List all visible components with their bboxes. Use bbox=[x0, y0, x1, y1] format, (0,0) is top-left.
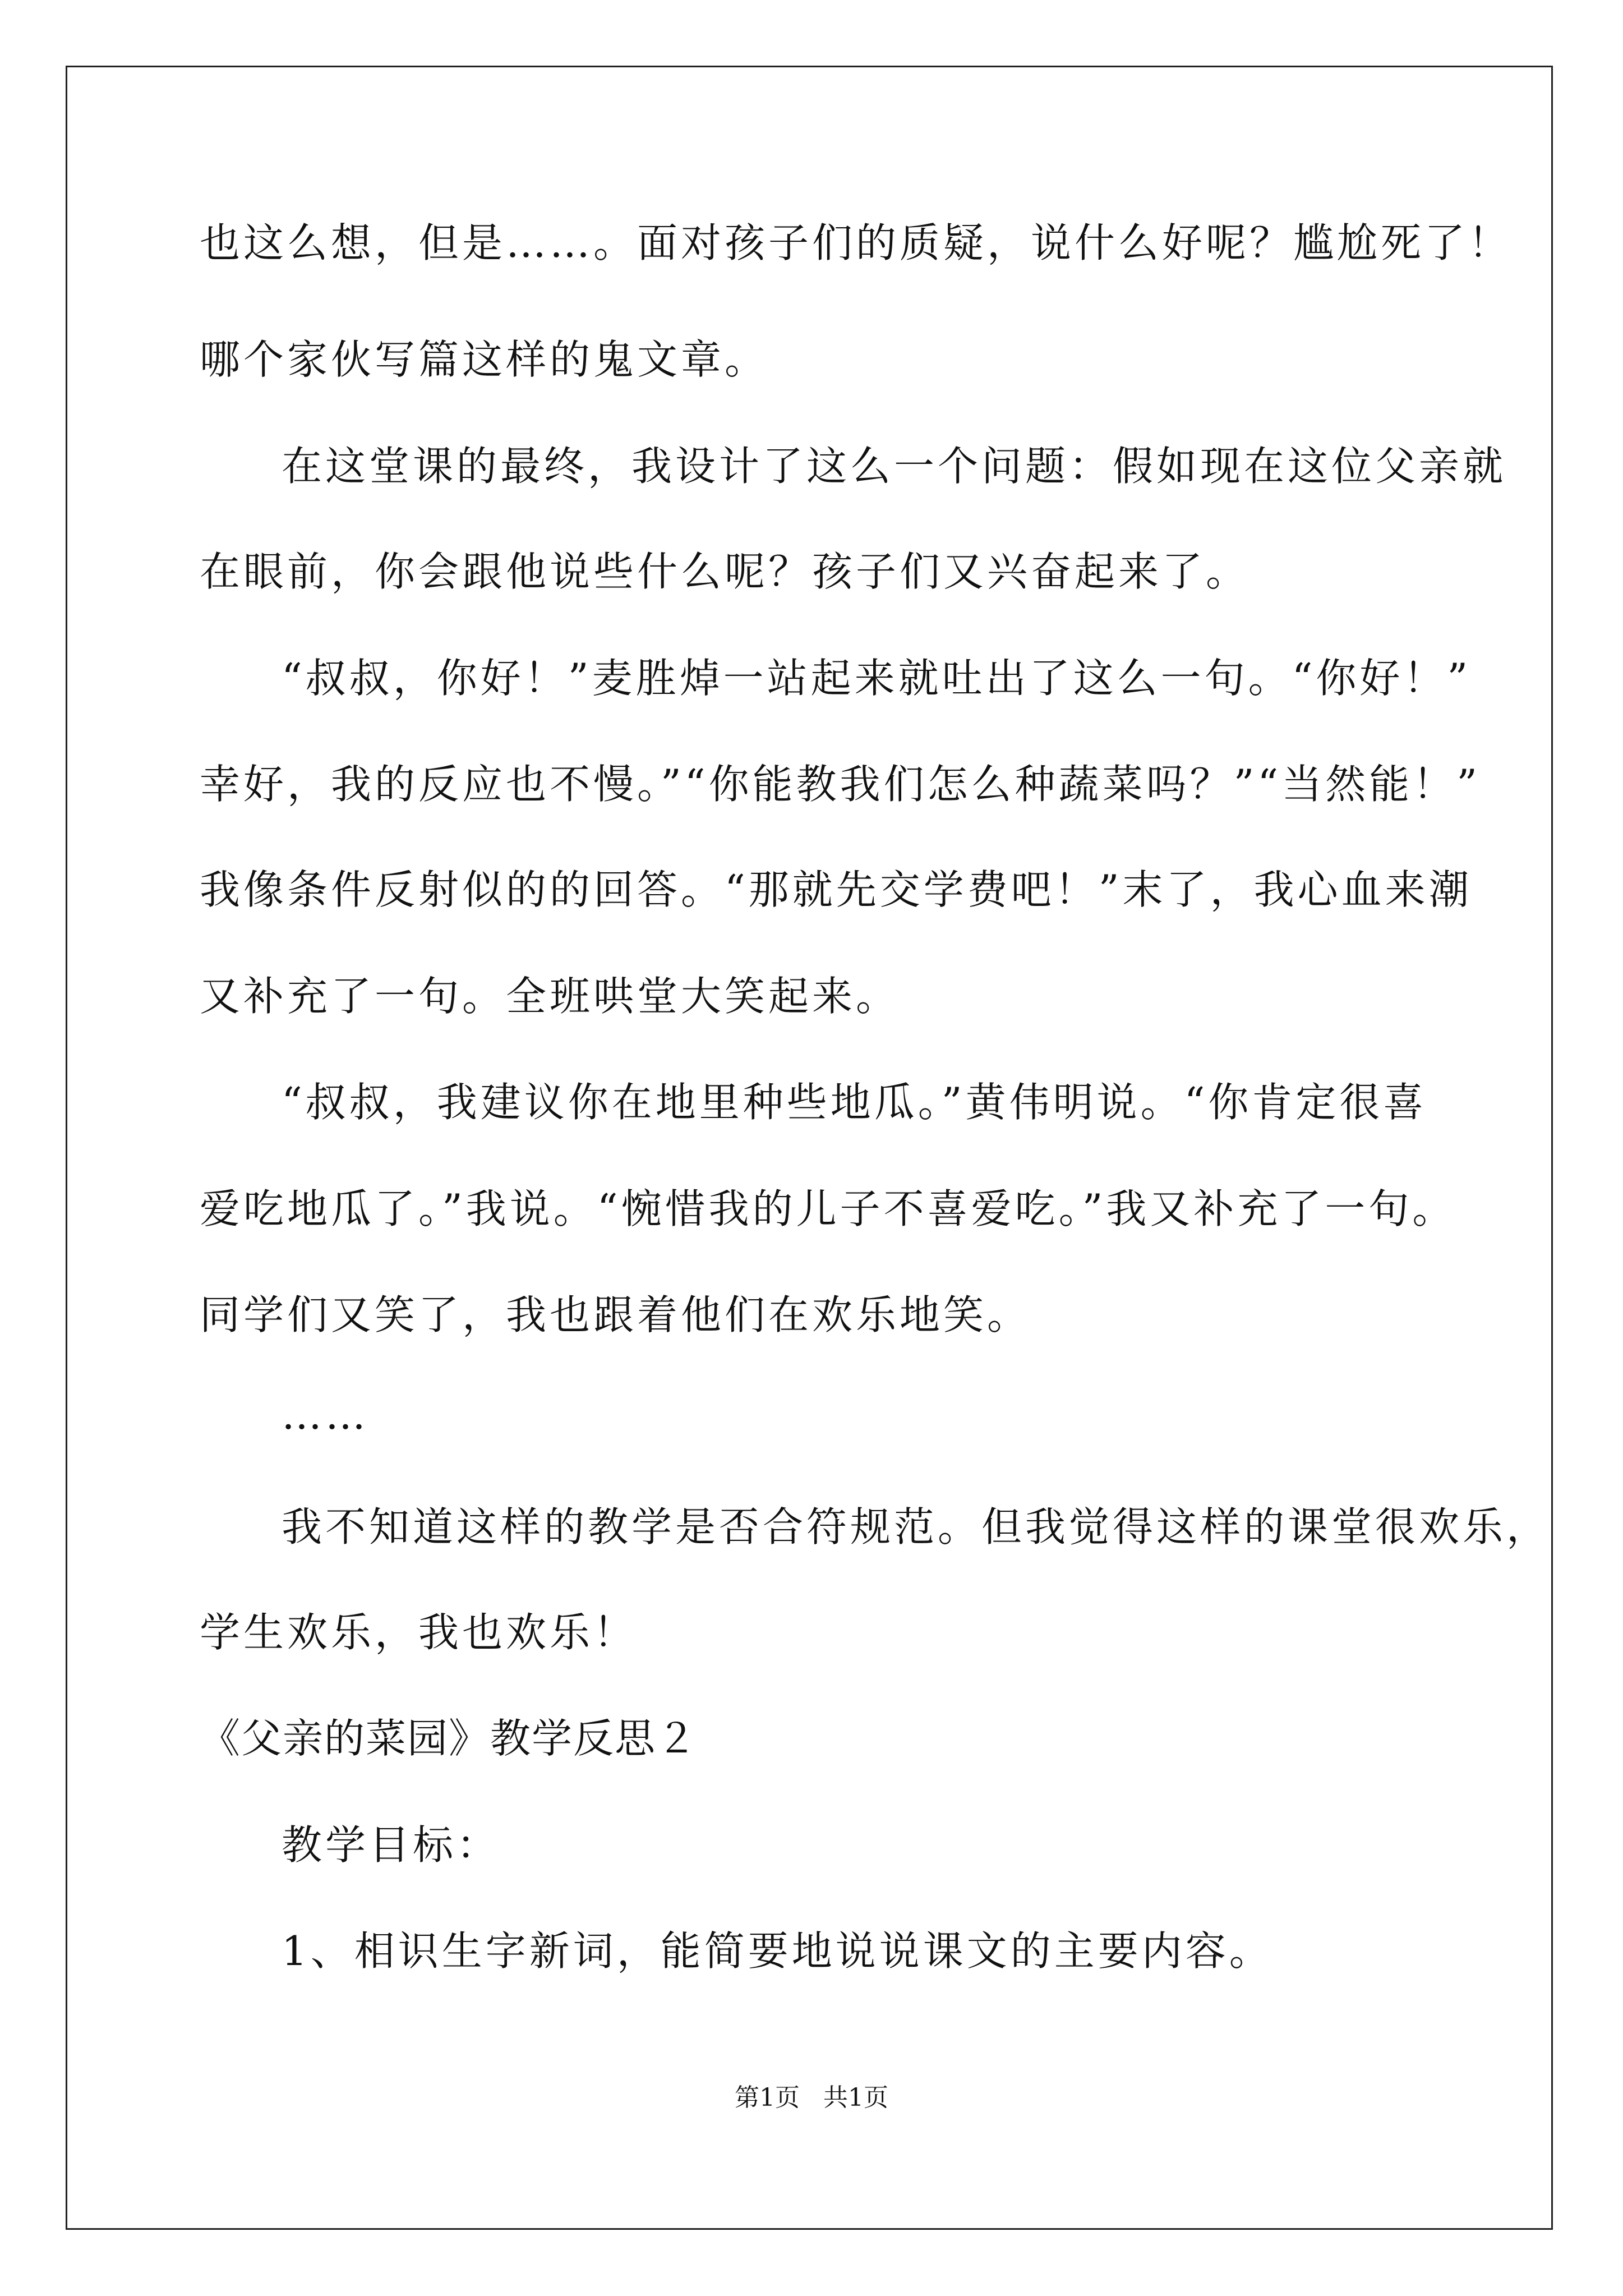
text-line: “叔叔，你好！”麦胜焯一站起来就吐出了这么一句。“你好！” bbox=[282, 655, 1472, 702]
text-line: 哪个家伙写篇这样的鬼文章。 bbox=[200, 336, 769, 383]
section-title: 《父亲的菜园》教学反思２ bbox=[200, 1715, 698, 1762]
text-line: 我不知道这样的教学是否合符规范。但我觉得这样的课堂很欢乐， bbox=[282, 1503, 1551, 1550]
text-line: 我像条件反射似的的回答。“那就先交学费吧！”末了，我心血来潮 bbox=[200, 866, 1473, 913]
text-line: 在眼前，你会跟他说些什么呢？孩子们又兴奋起来了。 bbox=[200, 548, 1250, 595]
text-line: 在这堂课的最终，我设计了这么一个问题：假如现在这位父亲就 bbox=[282, 443, 1507, 490]
text-line: 学生欢乐，我也欢乐！ bbox=[200, 1609, 638, 1656]
ellipsis-line: …… bbox=[282, 1391, 369, 1438]
text-line: 也这么想，但是……。面对孩子们的质疑，说什么好呢？尴尬死了！ bbox=[200, 219, 1513, 266]
page-border bbox=[66, 66, 1553, 2230]
text-line: 1、相识生字新词，能简要地说说课文的主要内容。 bbox=[282, 1927, 1273, 1975]
text-line: “叔叔，我建议你在地里种些地瓜。”黄伟明说。“你肯定很喜 bbox=[282, 1079, 1427, 1126]
text-line: 幸好，我的反应也不慢。”“你能教我们怎么种蔬菜吗？”“当然能！” bbox=[200, 761, 1481, 808]
text-line: 又补充了一句。全班哄堂大笑起来。 bbox=[200, 973, 900, 1020]
text-line: 同学们又笑了，我也跟着他们在欢乐地笑。 bbox=[200, 1291, 1031, 1338]
text-line: 爱吃地瓜了。”我说。“惋惜我的儿子不喜爱吃。”我又补充了一句。 bbox=[200, 1185, 1456, 1232]
text-line: 教学目标： bbox=[282, 1821, 501, 1869]
page-footer: 第1页 共1页 bbox=[735, 2083, 888, 2112]
